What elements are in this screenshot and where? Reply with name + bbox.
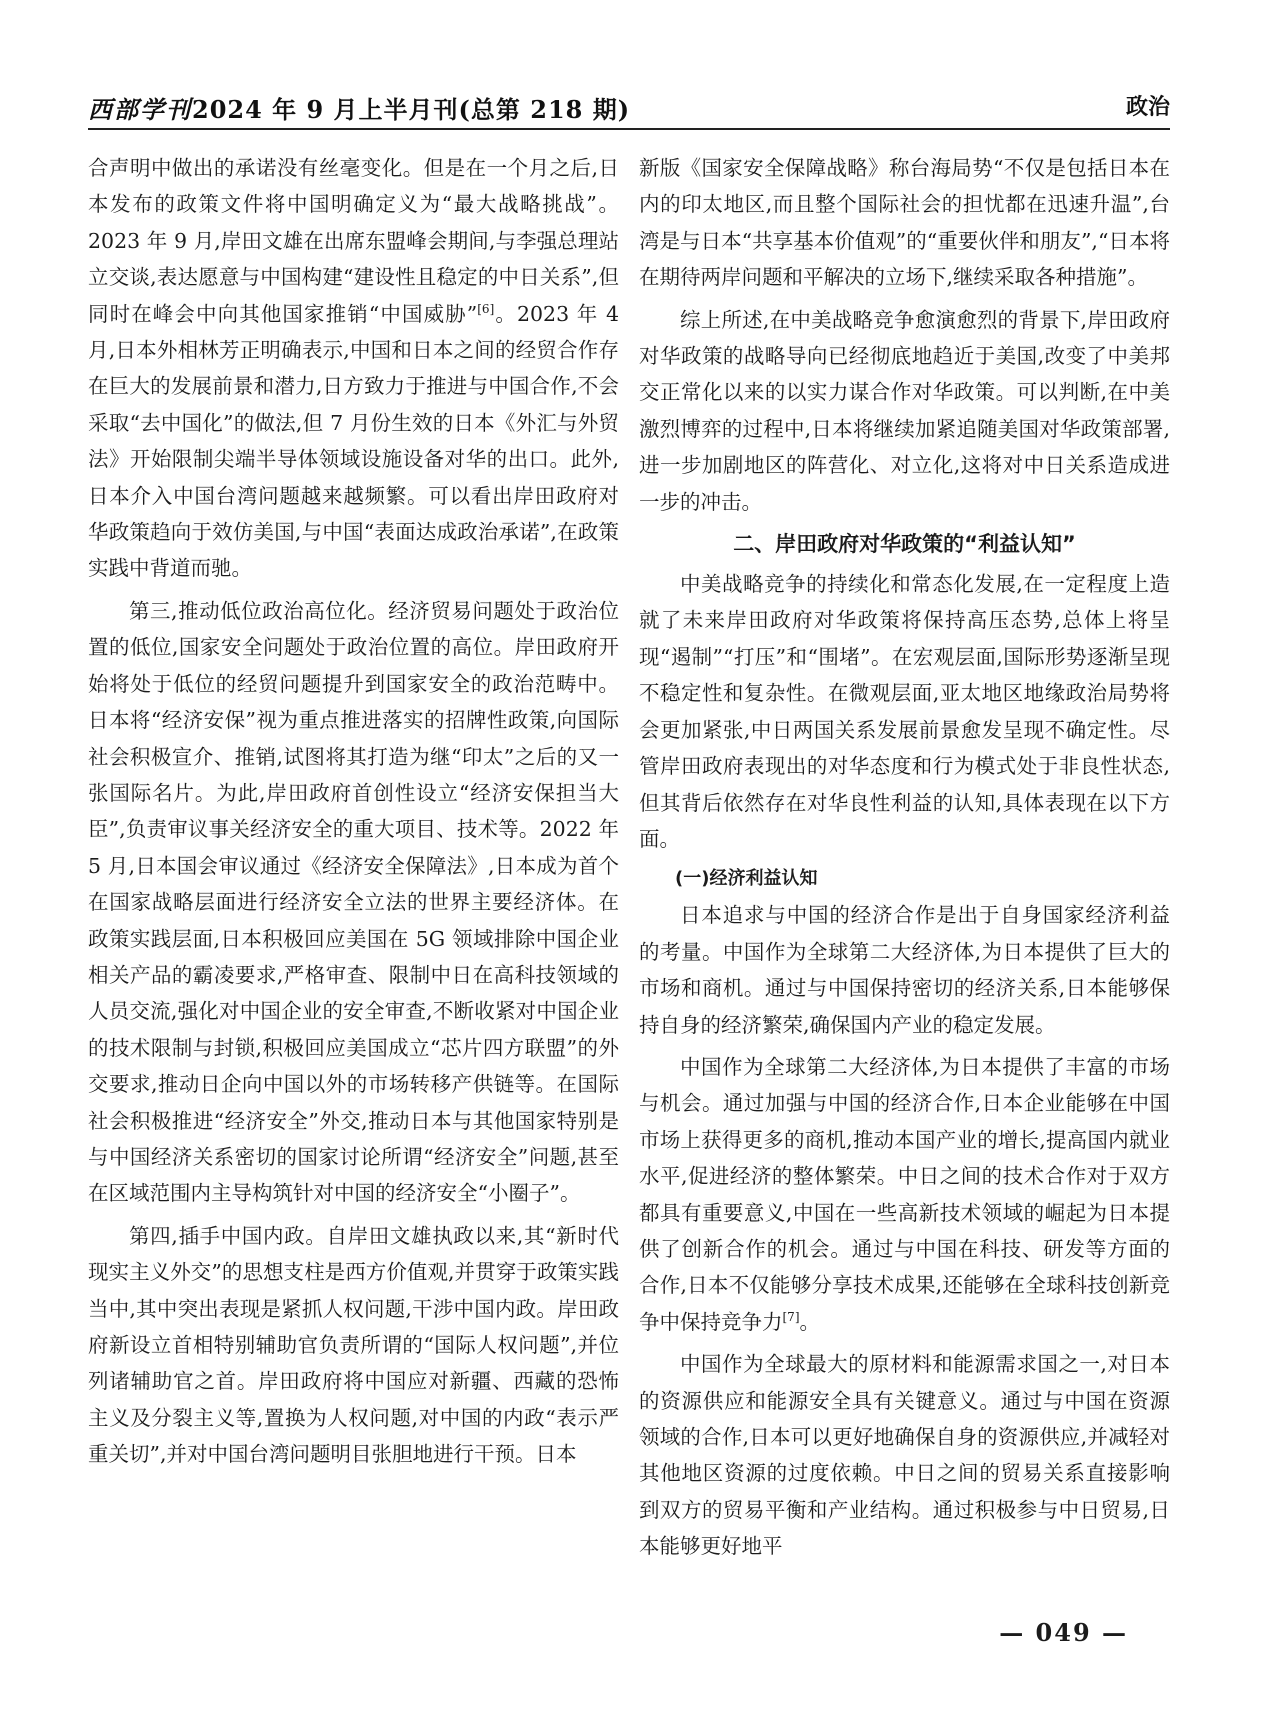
page-number: — 049 — xyxy=(999,1618,1128,1647)
paragraph-text: 中国作为全球第二大经济体,为日本提供了丰富的市场与机会。通过加强与中国的经济合作,日本企业能够在中国市场上获得更多的商机,推动本国产业的增长,提高国内就业水平,促进经济的整体繁荣。中日之间的技术合作对于双方都具有重要意义,中国在一些高新技术领域的崛起为日本提供了创新合作的机会。通过与中国在科技、研发等方面的合作,日本不仅能够分享技术成果,还能够在全球科技创新竞争中保持竞争力 xyxy=(639,1054,1170,1334)
paragraph: 第三,推动低位政治高位化。经济贸易问题处于政治位置的低位,国家安全问题处于政治位置的高位。岸田政府开始将处于低位的经贸问题提升到国家安全的政治范畴中。日本将“经济安保”视为重点推进落实的招牌性政策,向国际社会积极宣介、推销,试图将其打造为继“印太”之后的又一张国际名片。为此,岸田政府首创性设立“经济安保担当大臣”,负责审议事关经济安全的重大项目、技术等。2022 年 5 月,日本国会审议通过《经济安全保障法》,日本成为首个在国家战略层面进行经济安全立法的世界主要经济体。在政策实践层面,日本积极回应美国在 5G 领域排除中国企业相关产品的霸凌要求,严格审查、限制中日在高科技领域的人员交流,强化对中国企业的安全审查,不断收紧对中国企业的技术限制与封锁,积极回应美国成立“芯片四方联盟”的外交要求,推动日企向中国以外的市场转移产供链等。在国际社会积极推进“经济安全”外交,推动日本与其他国家特别是与中国经济关系密切的国家讨论所谓“经济安全”问题,甚至在区域范围内主导构筑针对中国的经济安全“小圈子”。 xyxy=(88,598,619,1206)
citation-ref: [7] xyxy=(782,1309,800,1324)
paragraph: 综上所述,在中美战略竞争愈演愈烈的背景下,岸田政府对华政策的战略导向已经彻底地趋近于美国,改变了中美邦交正常化以来的以实力谋合作对华政策。可以判断,在中美激烈博弈的过程中,日本将继续加紧追随美国对华政策部署,进一步加剧地区的阵营化、对立化,这将对中日关系造成进一步的冲击。 xyxy=(639,307,1170,514)
paragraph-text: 。 xyxy=(799,1309,820,1334)
section-heading: 二、岸田政府对华政策的“利益认知” xyxy=(733,532,1076,557)
subsection-heading: (一)经济利益认知 xyxy=(675,868,818,890)
section-name: 政治 xyxy=(1125,95,1170,120)
paragraph: 中国作为全球最大的原材料和能源需求国之一,对日本的资源供应和能源安全具有关键意义。通过与中国在资源领域的合作,日本可以更好地确保自身的资源供应,并减轻对其他地区资源的过度依赖。中日之间的贸易关系直接影响到双方的贸易平衡和产业结构。通过积极参与中日贸易,日本能够更好地平 xyxy=(639,1352,1170,1559)
page-header xyxy=(88,84,1170,130)
paragraph-text: 。2023 年 4 月,日本外相林芳正明确表示,中国和日本之间的经贸合作存在巨大的发展前景和潜力,日方致力于推进与中国合作,不会采取“去中国化”的做法,但 7 月份生效的日本《外汇与外贸法》开始限制尖端半导体领域设施设备对华的出口。此外,日本介入中国台湾问题越来越频繁。可以看出岸田政府对华政策趋向于效仿美国,与中国“表面达成政治承诺”,在政策实践中背道而驰。 xyxy=(88,301,619,581)
paragraph-text: 合声明中做出的承诺没有丝毫变化。但是在一个月之后,日本发布的政策文件将中国明确定义为“最大战略挑战”。2023 年 9 月,岸田文雄在出席东盟峰会期间,与李强总理站立交谈,表达愿意与中国构建“建设性且稳定的中日关系”,但同时在峰会中向其他国家推销“中国威胁” xyxy=(88,156,619,326)
paragraph: 新版《国家安全保障战略》称台海局势“不仅是包括日本在内的印太地区,而且整个国际社会的担忧都在迅速升温”,台湾是与日本“共享基本价值观”的“重要伙伴和朋友”,“日本将在期待两岸问题和平解决的立场下,继续采取各种措施”。 xyxy=(639,156,1170,290)
issue-info: 2024 年 9 月上半月刊(总第 218 期) xyxy=(192,95,631,124)
paragraph xyxy=(639,1049,1170,1340)
paragraph xyxy=(88,150,619,587)
journal-logo: 西部学刊 xyxy=(88,95,192,124)
paragraph: 日本追求与中国的经济合作是出于自身国家经济利益的考量。中国作为全球第二大经济体,为日本提供了巨大的市场和商机。通过与中国保持密切的经济关系,日本能够保持自身的经济繁荣,确保国内产业的稳定发展。 xyxy=(639,903,1170,1037)
paragraph: 第四,插手中国内政。自岸田文雄执政以来,其“新时代现实主义外交”的思想支柱是西方价值观,并贯穿于政策实践当中,其中突出表现是紧抓人权问题,干涉中国内政。岸田政府新设立首相特别辅助官负责所谓的“国际人权问题”,并位列诸辅助官之首。岸田政府将中国应对新疆、西藏的恐怖主义及分裂主义等,置换为人权问题,对中国的内政“表示严重关切”,并对中国台湾问题明目张胆地进行干预。日本 xyxy=(88,1223,619,1467)
journal-title xyxy=(88,90,630,125)
citation-ref: [6] xyxy=(477,301,495,316)
left-column xyxy=(88,150,619,1473)
paragraph: 中美战略竞争的持续化和常态化发展,在一定程度上造就了未来岸田政府对华政策将保持高压态势,总体上将呈现“遏制”“打压”和“围堵”。在宏观层面,国际形势逐渐呈现不稳定性和复杂性。在微观层面,亚太地区地缘政治局势将会更加紧张,中日两国关系发展前景愈发呈现不确定性。尽管岸田政府表现出的对华态度和行为模式处于非良性状态,但其背后依然存在对华良性利益的认知,具体表现在以下方面。 xyxy=(639,572,1170,851)
right-column xyxy=(639,150,1170,1565)
